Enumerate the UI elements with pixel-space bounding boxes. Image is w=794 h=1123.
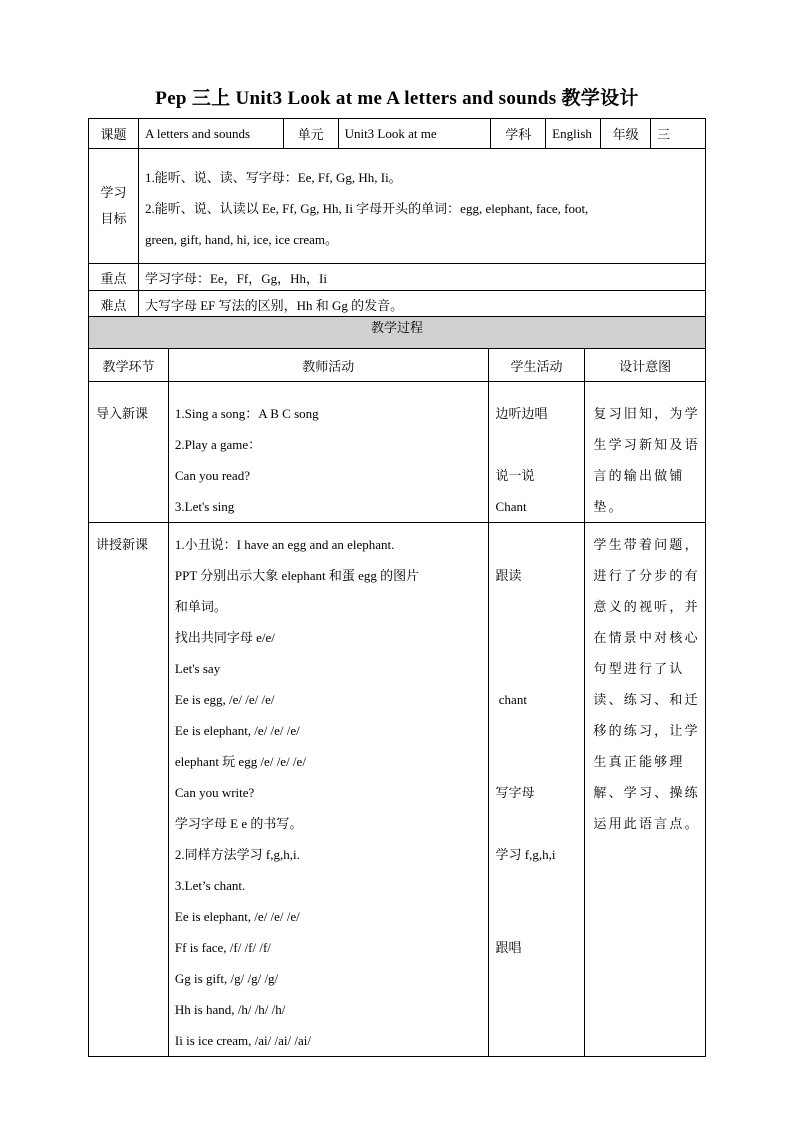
teacher-line: PPT 分别出示大象 elephant 和蛋 egg 的图片 xyxy=(174,568,420,583)
topic-value: A letters and sounds xyxy=(138,119,283,149)
process-row-new-lesson xyxy=(89,523,706,1057)
teacher-line: Ee is elephant, /e/ /e/ /e/ xyxy=(174,723,300,738)
student-line xyxy=(496,529,585,560)
student-line xyxy=(496,715,585,746)
student-line: Chant xyxy=(495,499,527,514)
student-line xyxy=(496,808,585,839)
teacher-line: 和单词。 xyxy=(174,599,227,614)
process-heading: 教学过程 xyxy=(89,317,706,349)
teacher-line: Hh is hand, /h/ /h/ /h/ xyxy=(174,1002,286,1017)
teacher-cell xyxy=(168,382,488,523)
goal-line: green, gift, hand, hi, ice, ice cream。 xyxy=(144,231,339,247)
teacher-line: Gg is gift, /g/ /g/ /g/ xyxy=(174,971,279,986)
difficulties-label: 难点 xyxy=(89,291,139,318)
teacher-line: 找出共同字母 e/e/ xyxy=(174,630,275,645)
design-cell xyxy=(585,382,706,523)
col-header-stage: 教学环节 xyxy=(89,349,169,382)
student-line xyxy=(496,429,585,460)
stage-label: 讲授新课 xyxy=(96,537,149,552)
grade-label: 年级 xyxy=(601,119,651,149)
difficulties-value: 大写字母 EF 写法的区别，Hh 和 Gg 的发音。 xyxy=(138,291,705,318)
process-table xyxy=(88,316,706,1057)
grade-value: 三 xyxy=(651,119,706,149)
unit-label: 单元 xyxy=(283,119,338,149)
teacher-line: Ee is elephant, /e/ /e/ /e/ xyxy=(174,909,300,924)
teacher-line: elephant 玩 egg /e/ /e/ /e/ xyxy=(174,754,306,769)
student-line xyxy=(496,901,585,932)
teacher-line: 1.Sing a song：A B C song xyxy=(174,406,319,421)
topic-label: 课题 xyxy=(89,119,139,149)
teacher-line: 1.小丑说：I have an egg and an elephant. xyxy=(174,537,395,552)
student-line: 说一说 xyxy=(495,468,535,483)
subject-label: 学科 xyxy=(491,119,546,149)
teacher-line: Can you read? xyxy=(174,468,250,483)
teacher-line: Let's say xyxy=(174,661,221,676)
student-line xyxy=(496,591,585,622)
unit-value: Unit3 Look at me xyxy=(338,119,491,149)
teacher-line: 3.Let's sing xyxy=(174,499,235,514)
goals-label: 学习目标 xyxy=(89,149,139,264)
student-line: 边听边唱 xyxy=(495,406,548,421)
student-cell xyxy=(488,382,585,523)
col-header-teacher: 教师活动 xyxy=(168,349,488,382)
student-line: 跟唱 xyxy=(495,940,522,955)
goals-row xyxy=(89,149,706,264)
info-table xyxy=(88,118,706,318)
student-cell xyxy=(488,523,585,1057)
student-line xyxy=(496,746,585,777)
teacher-line: Can you write? xyxy=(174,785,255,800)
stage-label: 导入新课 xyxy=(96,406,149,421)
teacher-line: 学习字母 E e 的书写。 xyxy=(174,816,303,831)
goal-line: 2.能听、说、认读以 Ee, Ff, Gg, Hh, Ii 字母开头的单词：egg, elephant, face, foot, xyxy=(144,200,589,216)
student-line: chant xyxy=(495,692,527,707)
key-points-value: 学习字母：Ee，Ff，Gg，Hh，Ii xyxy=(138,264,705,291)
teacher-line: 2.同样方法学习 f,g,h,i. xyxy=(174,847,300,862)
teacher-line: 3.Let’s chant. xyxy=(174,878,246,893)
student-line: 学习 f,g,h,i xyxy=(495,847,556,862)
teacher-line: 2.Play a game： xyxy=(174,437,262,452)
design-cell xyxy=(585,523,706,1057)
design-text: 复习旧知，为学生学习新知及语言的输出做铺垫。 xyxy=(593,406,700,514)
col-header-design: 设计意图 xyxy=(585,349,706,382)
process-header-row xyxy=(89,349,706,382)
student-line xyxy=(496,622,585,653)
process-row-intro xyxy=(89,382,706,523)
col-header-student: 学生活动 xyxy=(488,349,585,382)
student-line: 跟读 xyxy=(495,568,522,583)
goals-content xyxy=(138,149,705,264)
teacher-line: Ee is egg, /e/ /e/ /e/ xyxy=(174,692,275,707)
goal-line: 1.能听、说、读、写字母：Ee, Ff, Gg, Hh, Ii。 xyxy=(144,169,402,185)
info-row xyxy=(89,119,706,149)
key-points-row xyxy=(89,264,706,291)
stage-cell xyxy=(89,382,169,523)
page-title: Pep 三上 Unit3 Look at me A letters and sounds 教学设计 xyxy=(155,88,639,109)
teacher-cell xyxy=(168,523,488,1057)
student-line xyxy=(496,870,585,901)
teacher-line: Ff is face, /f/ /f/ /f/ xyxy=(174,940,271,955)
subject-value: English xyxy=(546,119,601,149)
teacher-line: Ii is ice cream, /ai/ /ai/ /ai/ xyxy=(174,1033,311,1048)
design-text: 学生带着问题，进行了分步的有意义的视听，并在情景中对核心句型进行了认读、练习、和迁移的练习，让学生真正能够理解、学习、操练运用此语言点。 xyxy=(593,537,700,831)
stage-cell xyxy=(89,523,169,1057)
student-line: 写字母 xyxy=(495,785,535,800)
student-line xyxy=(496,653,585,684)
difficulties-row xyxy=(89,291,706,318)
key-points-label: 重点 xyxy=(89,264,139,291)
